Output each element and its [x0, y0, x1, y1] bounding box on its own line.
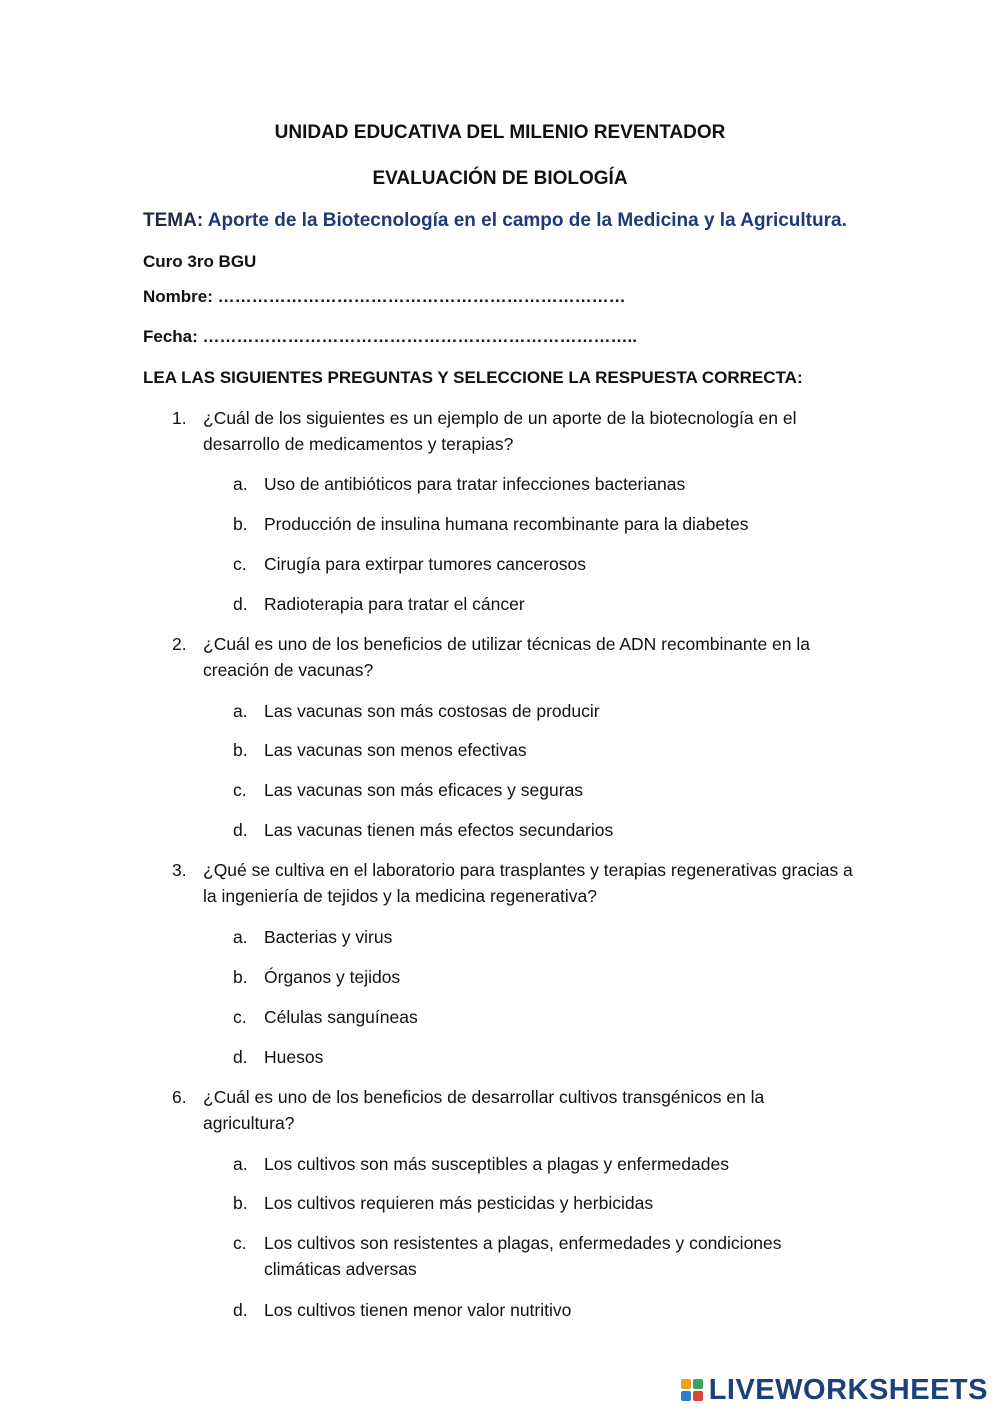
option-text: Los cultivos son resistentes a plagas, enfermedades y condiciones climáticas adversas	[264, 1233, 782, 1279]
instructions: LEA LAS SIGUIENTES PREGUNTAS Y SELECCIONE LA RESPUESTA CORRECTA:	[143, 368, 803, 387]
option-letter: d.	[233, 594, 248, 614]
liveworksheets-logo-icon	[681, 1379, 703, 1401]
question-6	[172, 1084, 852, 1138]
option-text: Órganos y tejidos	[264, 967, 401, 987]
option-text: Radioterapia para tratar el cáncer	[264, 594, 525, 614]
question-number: 2.	[172, 634, 187, 654]
question-text: ¿Qué se cultiva en el laboratorio para trasplantes y terapias regenerativas gracias a la ingeniería de tejidos y la medicina regenerativa?	[203, 860, 853, 906]
topic-line	[143, 210, 847, 232]
question-2	[172, 631, 852, 685]
question-3	[172, 857, 852, 911]
course-line: Curo 3ro BGU	[143, 252, 257, 271]
question-text: ¿Cuál de los siguientes es un ejemplo de un aporte de la biotecnología en el desarrollo de medicamentos y terapias?	[203, 408, 797, 454]
option-letter: b.	[233, 514, 248, 534]
option-text: Huesos	[264, 1047, 324, 1067]
option-text: Las vacunas son menos efectivas	[264, 740, 527, 760]
option-letter: d.	[233, 1300, 248, 1320]
question-number: 6.	[172, 1087, 187, 1107]
option-letter: a.	[233, 474, 248, 494]
option-letter: d.	[233, 820, 248, 840]
question-number: 3.	[172, 860, 187, 880]
option-text: Las vacunas son más eficaces y seguras	[264, 780, 584, 800]
option-letter: c.	[233, 1233, 247, 1253]
topic-label: TEMA:	[143, 210, 204, 231]
option-letter: b.	[233, 740, 248, 760]
option-text: Las vacunas tienen más efectos secundarios	[264, 820, 614, 840]
option-letter: a.	[233, 701, 248, 721]
option-text: Cirugía para extirpar tumores cancerosos	[264, 554, 586, 574]
option-letter: c.	[233, 780, 247, 800]
question-text: ¿Cuál es uno de los beneficios de desarrollar cultivos transgénicos en la agricultura?	[203, 1087, 765, 1133]
option-letter: b.	[233, 1193, 248, 1213]
option-text: Bacterias y virus	[264, 927, 393, 947]
option-letter: a.	[233, 927, 248, 947]
school-title: UNIDAD EDUCATIVA DEL MILENIO REVENTADOR	[274, 122, 726, 143]
question-text: ¿Cuál es uno de los beneficios de utilizar técnicas de ADN recombinante en la creación de vacunas?	[203, 634, 811, 680]
option-text: Uso de antibióticos para tratar infecciones bacterianas	[264, 474, 686, 494]
exam-title: EVALUACIÓN DE BIOLOGÍA	[372, 168, 628, 189]
question-number: 1.	[172, 408, 187, 428]
question-1	[172, 405, 852, 459]
option-text: Los cultivos tienen menor valor nutritivo	[264, 1300, 572, 1320]
liveworksheets-brand	[681, 1372, 988, 1408]
option-letter: c.	[233, 1007, 247, 1027]
option-text: Células sanguíneas	[264, 1007, 418, 1027]
option-text: Las vacunas son más costosas de producir	[264, 701, 600, 721]
option-text: Los cultivos son más susceptibles a plagas y enfermedades	[264, 1154, 729, 1174]
option-letter: b.	[233, 967, 248, 987]
name-field[interactable]: Nombre: ………………………………………………………………	[143, 287, 626, 306]
option-text: Los cultivos requieren más pesticidas y herbicidas	[264, 1193, 654, 1213]
option-letter: d.	[233, 1047, 248, 1067]
option-text: Producción de insulina humana recombinante para la diabetes	[264, 514, 749, 534]
option-letter: a.	[233, 1154, 248, 1174]
brand-wordmark: LIVEWORKSHEETS	[708, 1373, 988, 1406]
option-letter: c.	[233, 554, 247, 574]
date-field[interactable]: Fecha: …………………………………………………………………..	[143, 327, 637, 346]
topic-value: Aporte de la Biotecnología en el campo de la Medicina y la Agricultura.	[207, 210, 847, 231]
